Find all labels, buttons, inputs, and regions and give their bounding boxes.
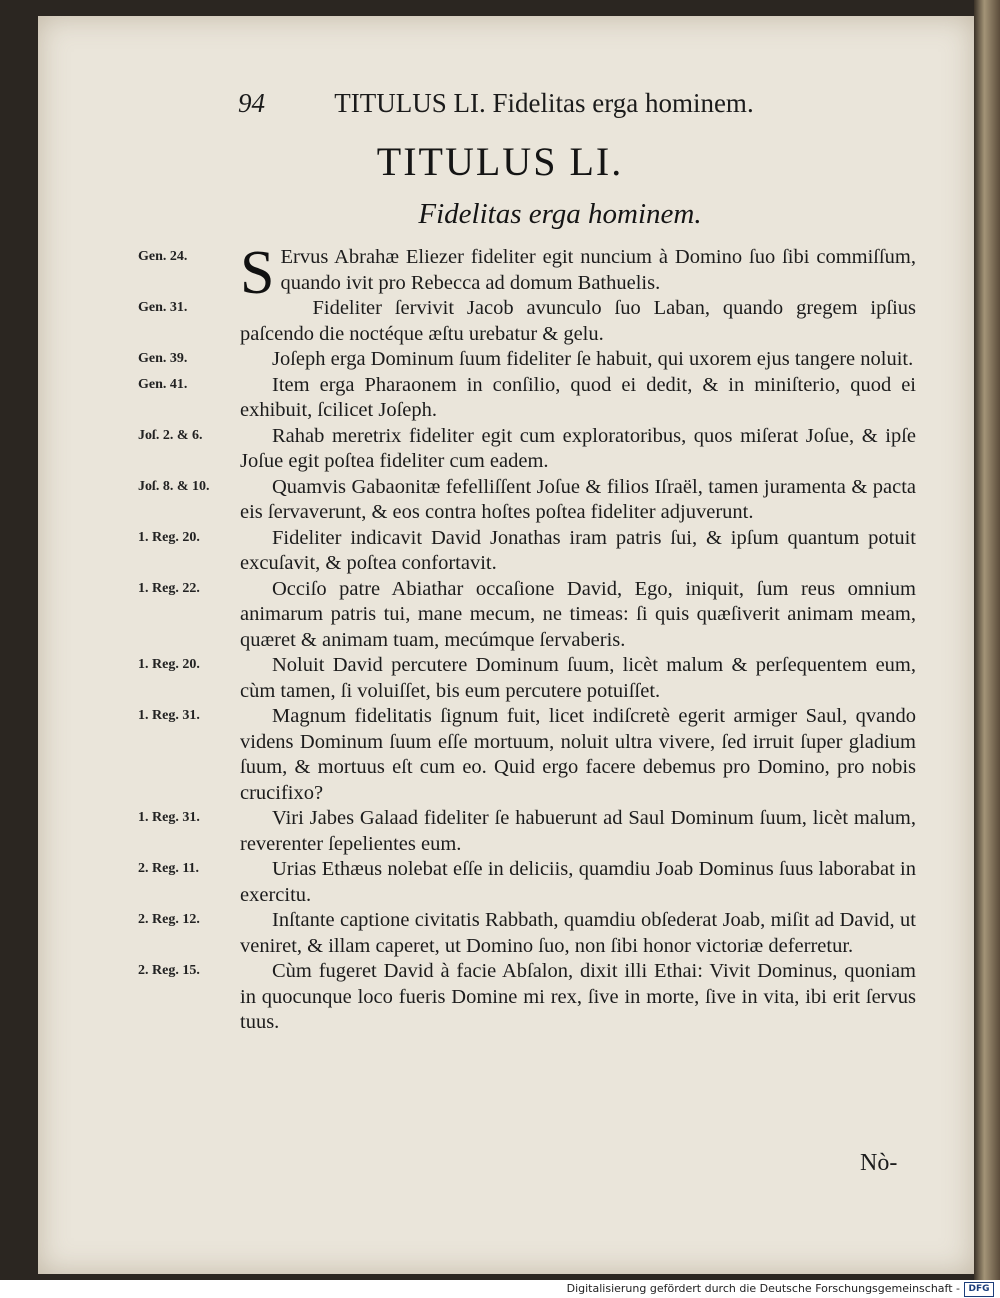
margin-reference: 1. Reg. 22.: [138, 580, 200, 596]
list-item: [0, 959, 1000, 1036]
margin-reference: 1. Reg. 20.: [138, 529, 200, 545]
page-subtitle: Fidelitas erga hominem.: [418, 198, 702, 230]
list-item: [0, 806, 1000, 857]
entries-list: [0, 239, 1000, 1036]
margin-reference: 1. Reg. 20.: [138, 657, 200, 672]
footer-credit: Digitalisierung gefördert durch die Deutsche Forschungsgemeinschaft -: [566, 1282, 960, 1295]
running-title: TITULUS LI. Fidelitas erga hominem.: [334, 88, 754, 118]
list-item: [0, 373, 1000, 424]
catchword: Nò-: [860, 1150, 898, 1176]
list-item: [0, 653, 1000, 704]
list-item: [0, 857, 1000, 908]
running-header: [238, 88, 858, 119]
margin-reference: 2. Reg. 12.: [138, 912, 200, 927]
entry-text: Occiſo patre Abiathar occaſione David, Ego, iniquit, ſum reus omnium animarum patris tui, mane mecum, ne timeas: ſi quis quæſiverit animam meam, quæret & animam tuam, mecúmque ſervaberis.: [240, 577, 916, 651]
entry-text: Cùm fugeret David à facie Abſalon, dixit illi Ethai: Vivit Dominus, quoniam in quocunque loco fueris Domine mi rex, ſive in morte, ſive in vita, ibi erit ſervus tuus.: [240, 960, 916, 1033]
margin-reference: 2. Reg. 11.: [138, 861, 200, 876]
list-item: [0, 424, 1000, 475]
margin-reference: 1. Reg. 31.: [138, 708, 200, 723]
margin-reference: Gen. 31.: [138, 300, 188, 315]
margin-reference: Gen. 24.: [138, 249, 188, 264]
list-item: [0, 704, 1000, 806]
list-item: [0, 908, 1000, 959]
footer-bar: [0, 1280, 1000, 1298]
entry-text: Fideliter indicavit David Jonathas iram patris ſui, & ipſum quantum potuit excuſavit, & poſtea confortavit.: [240, 526, 916, 574]
margin-reference: Gen. 39.: [138, 351, 188, 366]
entry-text: Quamvis Gabaonitæ fefelliſſent Joſue & filios Iſraël, tamen juramenta & pacta eis ſervaverunt, & eos contra hoſtes poſtea fideliter adjuverunt.: [240, 475, 916, 523]
entry-text: Viri Jabes Galaad fideliter ſe habuerunt ad Saul Dominum ſuum, licèt malum, reverenter ſepelientes eum.: [240, 807, 916, 855]
page-title: TITULUS LI.: [376, 139, 624, 184]
margin-reference: 1. Reg. 31.: [138, 810, 200, 825]
entry-text: Noluit David percutere Dominum ſuum, licèt malum & perſequentem eum, cùm tamen, ſi voluiſſet, bis eum percutere potuiſſet.: [240, 654, 916, 702]
entry-text: Inſtante captione civitatis Rabbath, quamdiu obſederat Joab, miſit ad David, ut veniret, & illam caperet, ut Domino ſuo, non ſibi honor victoriæ deferretur.: [240, 909, 916, 957]
entry-text: Item erga Pharaonem in conſilio, quod ei dedit, & in miniſterio, quod ei exhibuit, ſcilicet Joſeph.: [240, 373, 916, 421]
drop-capital: S: [240, 239, 275, 307]
page-number: 94: [238, 88, 265, 118]
entry-text: Urias Ethæus nolebat eſſe in deliciis, quamdiu Joab Dominus ſuus laborabat in exercitu.: [240, 858, 916, 906]
list-item: [0, 296, 1000, 347]
entry-text: Joſeph erga Dominum ſuum fideliter ſe habuit, qui uxorem ejus tangere noluit.: [272, 348, 914, 370]
dfg-logo: DFG: [964, 1282, 994, 1297]
list-item: [0, 239, 1000, 307]
list-item: [0, 475, 1000, 526]
entry-text: Fideliter ſervivit Jacob avunculo ſuo Laban, quando gregem ipſius paſcendo die noctéque æſtu urebatur & gelu.: [240, 297, 916, 345]
margin-reference: Joſ. 8. & 10.: [138, 478, 210, 494]
entry-text: Ervus Abrahæ Eliezer fideliter egit nuncium à Domino ſuo ſibi commiſſum, quando ivit pro Rebecca ad domum Bathuelis.: [280, 246, 916, 294]
margin-reference: Gen. 41.: [138, 376, 188, 392]
entry-text: Rahab meretrix fideliter egit cum exploratoribus, quos miſerat Joſue, & ipſe Joſue egit poſtea fideliter cum eadem.: [240, 424, 916, 472]
list-item: [0, 577, 1000, 654]
margin-reference: 2. Reg. 15.: [138, 963, 200, 978]
margin-reference: Joſ. 2. & 6.: [138, 427, 203, 443]
list-item: [0, 347, 1000, 373]
entry-text: Magnum fidelitatis ſignum fuit, licet indiſcretè egerit armiger Saul, qvando videns Dominum ſuum eſſe mortuum, noluit ultra vivere, ſed irruit ſuper gladium ſuum, & mortuus eſt cum eo. Quid ergo facere debemus pro Domino, pro nobis crucifixo?: [240, 705, 916, 804]
list-item: [0, 526, 1000, 577]
